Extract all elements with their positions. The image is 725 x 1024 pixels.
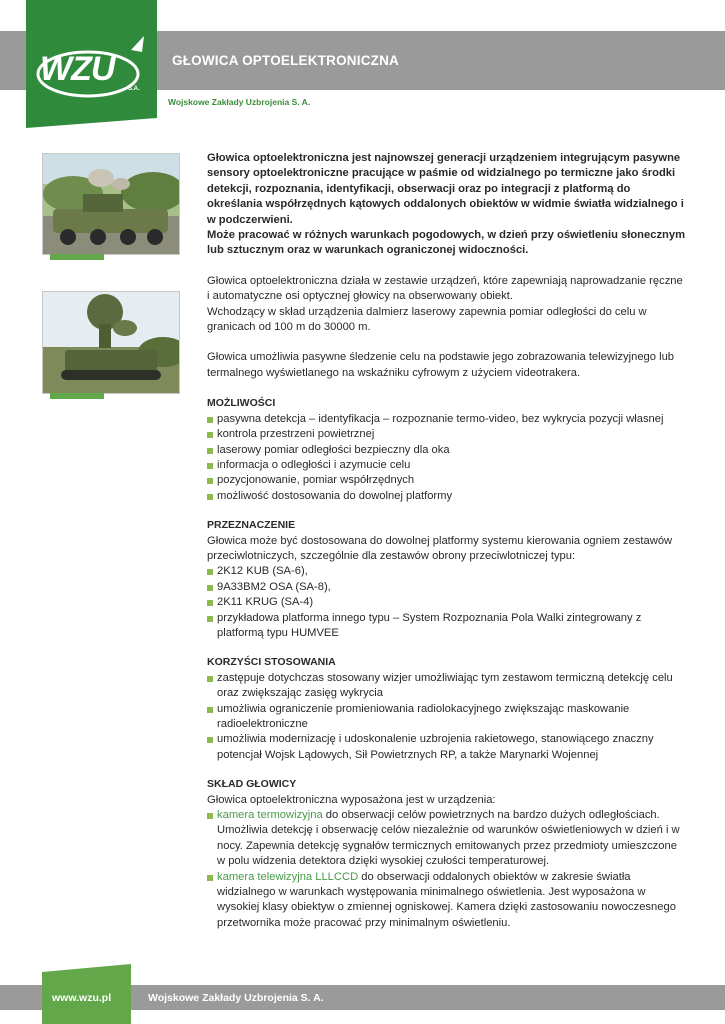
list-item xyxy=(207,473,687,488)
list-item xyxy=(207,702,687,733)
bullet-square-icon xyxy=(207,600,213,606)
section-title: PRZEZNACZENIE xyxy=(207,519,296,532)
logo-sa: S.A. xyxy=(128,86,140,92)
list-item xyxy=(207,443,687,458)
photo-accent-tab xyxy=(50,254,104,260)
component-name: kamera termowizyjna xyxy=(217,809,323,822)
list-item-text: umożliwia modernizację i udoskonalenie uzbrojenia rakietowego, stanowiącego znaczny potencjał Wojsk Lądowych, Sił Powietrznych RP, a także Marynarki Wojennej xyxy=(217,733,654,761)
list-item xyxy=(207,564,687,579)
bullet-square-icon xyxy=(207,478,213,484)
section-sklad xyxy=(207,777,687,931)
mozliwosci-list xyxy=(207,412,687,504)
korzysci-list xyxy=(207,671,687,763)
component-description: do obserwacji oddalonych obiektów w zakresie światła widzialnego w warunkach występowania minimalnego oświetlenia. Jest wyposażona w wysokiej klasy obiektyw o zmiennej ogniskowej. Kamera dzięki zastosowaniu nowoczesnego przetwornika może pracować przy minimalnym oświetleniu. xyxy=(217,870,676,929)
component-name: kamera telewizyjna LLLCCD xyxy=(217,870,359,883)
section-title: SKŁAD GŁOWICY xyxy=(207,778,297,791)
sklad-text: Głowica optoelektroniczna wyposażona jest w urządzenia: xyxy=(207,793,496,806)
section-korzysci xyxy=(207,655,687,763)
list-item xyxy=(207,808,687,870)
list-item xyxy=(207,671,687,702)
intro-block xyxy=(207,151,687,259)
list-item xyxy=(207,580,687,595)
bullet-square-icon xyxy=(207,417,213,423)
list-item-text: 2K12 KUB (SA-6), xyxy=(217,565,308,578)
list-item xyxy=(207,412,687,427)
list-item-text: zastępuje dotychczas stosowany wizjer umożliwiając tym zestawom termiczną detekcję celu oraz zwiększając zasięg wykrycia xyxy=(217,671,673,700)
bullet-square-icon xyxy=(207,676,213,682)
paragraph-1-text: Głowica optoelektroniczna działa w zestawie urządzeń, które zapewniają naprowadzanie ręczne i automatyczne osi optycznej głowicy na obserwowany obiekt. xyxy=(207,274,683,303)
footer-website-link[interactable]: www.wzu.pl xyxy=(52,992,112,1004)
section-przeznaczenie xyxy=(207,518,687,641)
main-content xyxy=(207,151,687,945)
list-item-text: przykładowa platforma innego typu – System Rozpoznania Pola Walki zintegrowany z platformą typu HUMVEE xyxy=(217,611,642,639)
bullet-square-icon xyxy=(207,616,213,622)
bullet-square-icon xyxy=(207,737,213,743)
list-item-text: kontrola przestrzeni powietrznej xyxy=(217,428,375,441)
list-item-text: możliwość dostosowania do dowolnej platformy xyxy=(217,489,453,502)
list-item xyxy=(207,427,687,442)
company-name-header: Wojskowe Zakłady Uzbrojenia S. A. xyxy=(168,97,311,107)
list-item-text: informacja o odległości i azymucie celu xyxy=(217,458,411,471)
list-item xyxy=(207,458,687,473)
logo-text: WZU xyxy=(40,50,115,88)
bullet-square-icon xyxy=(207,569,213,575)
photo-accent-tab xyxy=(50,393,104,399)
paragraph-1 xyxy=(207,274,687,336)
vehicle-photo-2 xyxy=(42,291,180,394)
list-item xyxy=(207,870,687,932)
list-item-text: pozycjonowanie, pomiar współrzędnych xyxy=(217,474,415,487)
bullet-square-icon xyxy=(207,448,213,454)
bullet-square-icon xyxy=(207,585,213,591)
list-item xyxy=(207,595,687,610)
list-item-text: umożliwia ograniczenie promieniowania radiolokacyjnego zwiększając maskowanie radioelektroniczne xyxy=(217,702,630,730)
section-title: KORZYŚCI STOSOWANIA xyxy=(207,656,336,669)
bullet-square-icon xyxy=(207,875,213,881)
list-item xyxy=(207,732,687,763)
bullet-square-icon xyxy=(207,707,213,713)
bullet-square-icon xyxy=(207,432,213,438)
intro-text: Głowica optoelektroniczna jest najnowszej generacji urządzeniem integrującym pasywne sensory optoelektroniczne pracujące w paśmie od widzialnego po termiczne jako środki detekcji, rozpoznania, identyfikacji, obserwacji oraz po integracji z platformą do określania współrzędnych kątowych oddalonych obiektów w widmie światła widzialnego i w podczerwieni. xyxy=(207,152,684,226)
section-title: MOŻLIWOŚCI xyxy=(207,397,276,410)
component-description: do obserwacji celów powietrznych na bardzo dużych odległościach. Umożliwia detekcję i obserwację celów niezależnie od warunków oświetleniowych w dzień i w nocy. Zapewnia detekcję sygnałów termicznych emitowanych przez przedmioty umieszczone w polu widzenia detektora dzięki wysokiej czułości temperaturowej. xyxy=(217,809,680,868)
list-item-text: laserowy pomiar odległości bezpieczny dla oka xyxy=(217,443,450,456)
list-item xyxy=(207,611,687,642)
list-item xyxy=(207,489,687,504)
bullet-square-icon xyxy=(207,463,213,469)
przeznaczenie-text: Głowica może być dostosowana do dowolnej platformy systemu kierowania ogniem zestawów przeciwlotniczych, szczególnie dla zestawów obrony przeciwlotniczej typu: xyxy=(207,534,673,562)
przeznaczenie-list xyxy=(207,564,687,641)
page-title: GŁOWICA OPTOELEKTRONICZNA xyxy=(172,53,399,68)
list-item-text: 9A33BM2 OSA (SA-8), xyxy=(217,580,331,593)
bullet-square-icon xyxy=(207,813,213,819)
intro-text-2: Może pracować w różnych warunkach pogodowych, w dzień przy oświetleniu słonecznym lub sztucznym oraz w warunkach ograniczonej widoczności. xyxy=(207,229,686,257)
bullet-square-icon xyxy=(207,494,213,500)
sklad-list xyxy=(207,808,687,931)
footer-company-name: Wojskowe Zakłady Uzbrojenia S. A. xyxy=(148,992,324,1004)
paragraph-2: Głowica umożliwia pasywne śledzenie celu na podstawie jego zobrazowania telewizyjnego lub termalnego wyświetlanego na wskaźniku cyfrowym z użyciem videotrakera. xyxy=(207,351,675,379)
paragraph-1b-text: Wchodzący w skład urządzenia dalmierz laserowy zapewnia pomiar odległości do celu w granicach od 100 m do 30000 m. xyxy=(207,305,647,334)
vehicle-photo-1 xyxy=(42,153,180,255)
list-item-text: 2K11 KRUG (SA-4) xyxy=(217,596,314,609)
section-mozliwosci xyxy=(207,396,687,504)
list-item-text: pasywna detekcja – identyfikacja – rozpoznanie termo-video, bez wykrycia pozycji własnej xyxy=(217,412,664,425)
